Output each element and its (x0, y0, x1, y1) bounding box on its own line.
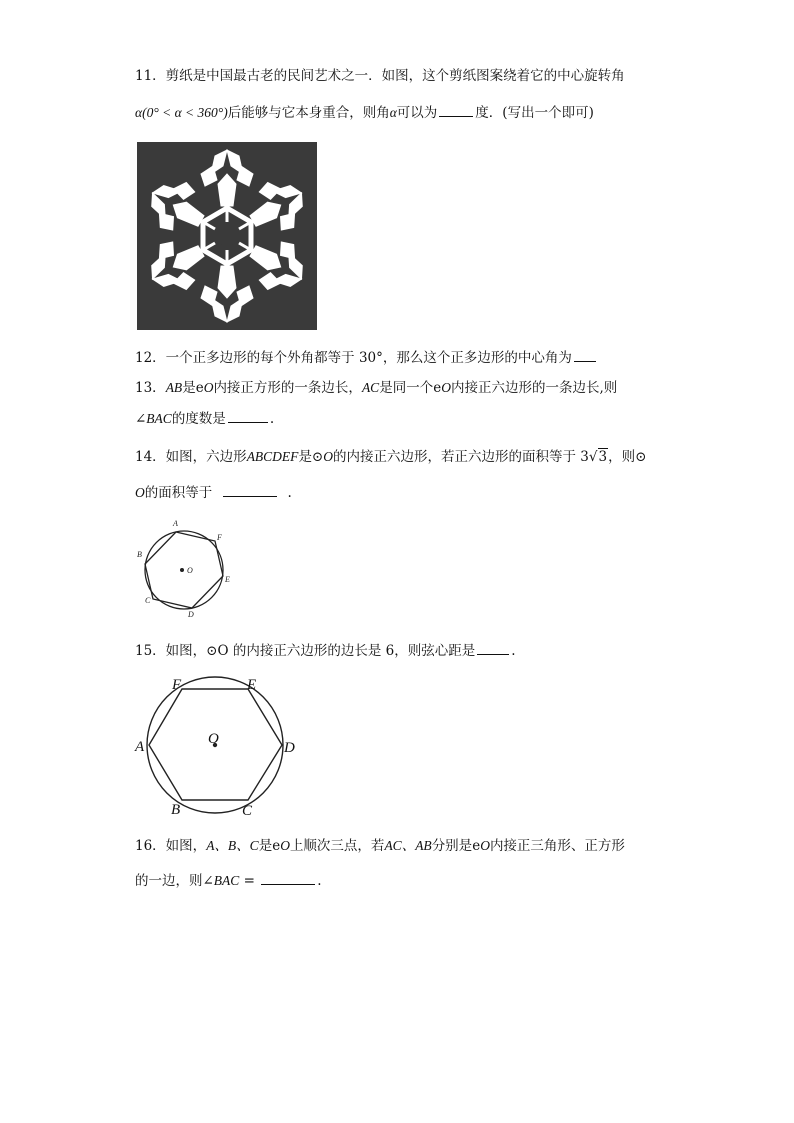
q16-equals: = (243, 873, 255, 889)
q16-number: 16．如图， (135, 838, 207, 854)
q14-t2: 的内接正六边形，若正六边形的面积等于 3 (333, 449, 589, 465)
q12-text: 12．一个正多边形的每个外角都等于 30°，那么这个正多边形的中心角为 (135, 350, 572, 366)
q13-o: O (203, 380, 214, 395)
q16-o2: O (480, 838, 490, 853)
q15-hexagon-figure (132, 672, 302, 822)
q14-hexagon: ABCDEF (246, 449, 299, 464)
q14-sqrt: √3 (588, 449, 608, 465)
q11-text3: 可以为 (396, 105, 438, 121)
q13-number: 13． (135, 380, 166, 396)
fig14-label-a: A (173, 519, 178, 528)
q11-line2 (135, 102, 594, 123)
q16-circle-symbol: e (272, 838, 281, 854)
q16-angle: ∠BAC (202, 873, 240, 888)
q16-circle-symbol2: e (472, 838, 481, 854)
q13-circle-symbol: e (195, 380, 204, 396)
q11-line1 (135, 66, 625, 86)
q16-t1: 是 (258, 838, 273, 854)
q14-line1 (135, 447, 646, 467)
q13-ab: AB (165, 380, 183, 395)
q16-t2: 上顺次三点，若 (289, 838, 385, 854)
q14-line2 (135, 482, 292, 503)
q16-line2 (135, 870, 322, 891)
q14-number: 14．如图，六边形 (135, 449, 247, 465)
q11-alpha: α (135, 105, 143, 120)
q13-t2: 内接正方形的一条边长， (213, 380, 362, 396)
q16-answer-blank[interactable] (261, 870, 315, 885)
fig14-label-f: F (217, 533, 222, 542)
q11-text: 11．剪纸是中国最古老的民间艺术之一．如图，这个剪纸图案绕着它的中心旋转角 (135, 68, 625, 84)
q11-condition: (0° < α < 360°) (142, 105, 228, 120)
q11-text2: 后能够与它本身重合，则角 (227, 105, 390, 121)
q12-line (135, 347, 598, 368)
q12-answer-blank[interactable] (574, 347, 596, 362)
q13-t4: 内接正六边形的一条边长,则 (450, 380, 618, 396)
q11-alpha2: α (389, 105, 397, 120)
q16-line1 (135, 836, 625, 856)
q14-o: O (323, 449, 333, 464)
q16-o: O (280, 838, 290, 853)
q16-end: . (317, 873, 322, 889)
fig14-label-o: O (187, 566, 193, 575)
q13-t5: 的度数是 (171, 411, 226, 427)
fig14-label-d: D (188, 610, 194, 619)
q13-t3: 是同一个 (379, 380, 434, 396)
q16-t5: 的一边，则 (135, 873, 203, 889)
q13-t1: 是 (182, 380, 196, 396)
q14-answer-blank[interactable] (223, 482, 277, 497)
q15-answer-blank[interactable] (477, 640, 509, 655)
q14-o2: O (135, 485, 145, 500)
q16-chords: AC、AB (384, 838, 432, 853)
fig15-label-a: A (135, 739, 145, 755)
q15-end: . (511, 643, 516, 659)
q16-t3: 分别是 (431, 838, 473, 854)
q13-line1 (135, 378, 617, 398)
fig15-label-d: D (284, 740, 295, 756)
papercut-snowflake-figure (137, 142, 317, 330)
q15-line (135, 640, 516, 661)
fig14-label-b: B (137, 550, 142, 559)
fig15-label-b: B (171, 802, 181, 818)
q16-t4: 内接正三角形、正方形 (489, 838, 625, 854)
q14-t3: ，则⊙ (608, 449, 647, 465)
fig14-label-e: E (225, 575, 230, 584)
q14-root: 3 (598, 449, 608, 465)
q13-line2 (135, 408, 274, 429)
q13-circle-symbol2: e (433, 380, 442, 396)
q13-end: . (269, 411, 275, 427)
fig15-label-c: C (242, 803, 253, 819)
fig15-label-f: F (172, 677, 182, 693)
q15-text: 15．如图，⊙O 的内接正六边形的边长是 6，则弦心距是 (135, 643, 476, 659)
q11-answer-blank[interactable] (439, 102, 473, 117)
q14-t4: 的面积等于 (144, 485, 213, 501)
q11-text4: 度．(写出一个即可) (475, 105, 594, 121)
q14-hexagon-figure (132, 515, 240, 620)
fig15-label-e: E (247, 677, 257, 693)
fig15-label-o: O (208, 731, 219, 747)
q16-points: A、B、C (206, 838, 259, 853)
fig14-label-c: C (145, 596, 151, 605)
q13-o2: O (441, 380, 451, 395)
q14-t1: 是⊙ (298, 449, 324, 465)
q14-end: . (287, 485, 292, 501)
q13-angle: ∠BAC (135, 411, 172, 426)
q13-answer-blank[interactable] (228, 408, 268, 423)
q13-ac: AC (361, 380, 380, 395)
